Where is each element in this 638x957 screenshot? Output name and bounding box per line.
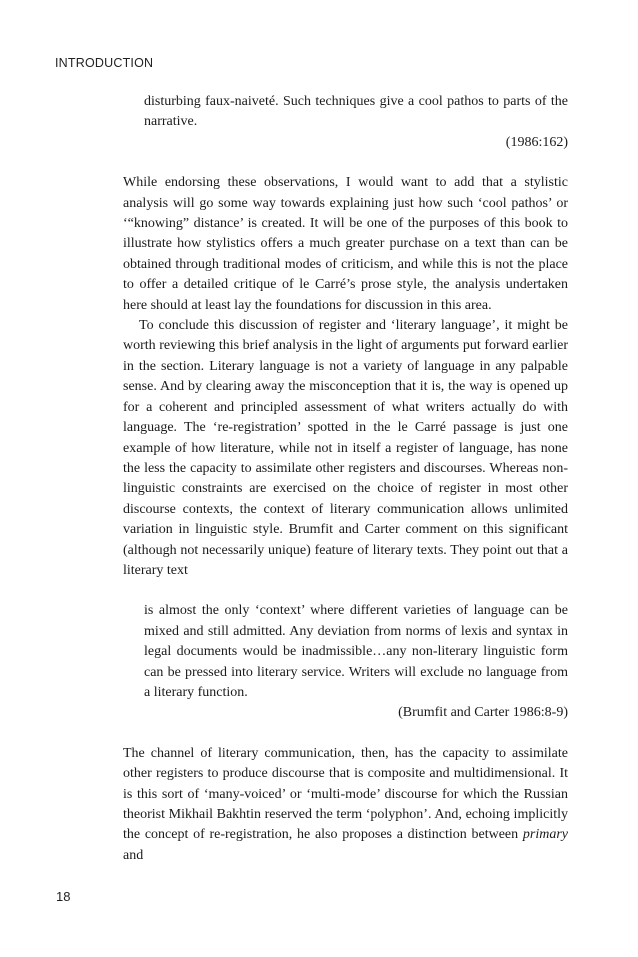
- paragraph-channel-text: The channel of literary communication, then, has the capacity to assimilate other registers to produce discourse that is composite and multidimensional. It is this sort of ‘many-voiced’ or ‘multi-mode’ discourse for which the Russian theorist Mikhail Bakhtin reserved the term ‘polyphon’. And, echoing implicitly the concept of re-registration, he also proposes a distinction between: [123, 745, 568, 843]
- paragraph-conclude: To conclude this discussion of register and ‘literary language’, it might be worth reviewing this brief analysis in the light of arguments put forward earlier in the section. Literary language is not a variety of language in any palpable sense. And by clearing away the misconception that it is, the way is opened up for a coherent and principled assessment of what writers actually do with language. The ‘re-registration’ spotted in the le Carré passage is just one example of how literature, while not in itself a register of language, has none the less the capacity to assimilate other registers and discourses. Whereas non-linguistic constraints are exercised on the choice of register in most other discourse contexts, the context of literary communication allows unlimited variation in linguistic style. Brumfit and Carter comment on this significant (although not necessarily unique) feature of literary texts. They point out that a literary text: [123, 318, 568, 578]
- emphasis-primary: primary: [522, 827, 568, 843]
- block-quote-text: disturbing faux-naiveté. Such techniques give a cool pathos to parts of the narrative.: [144, 94, 568, 130]
- block-quote-citation: (Brumfit and Carter 1986:8-9): [398, 705, 568, 721]
- block-quote-text: is almost the only ‘context’ where different varieties of language can be mixed and still admitted. Any deviation from norms of lexis and syntax in legal documents would be inadmissible…any non-literary linguistic form can be pressed into literary service. Writers will exclude no language from a literary function.: [144, 603, 568, 700]
- spacer: [123, 724, 568, 744]
- spacer: [123, 581, 568, 601]
- paragraph-channel: [123, 744, 568, 866]
- paragraph-channel-end: and: [123, 847, 144, 863]
- running-head: INTRODUCTION: [55, 56, 154, 70]
- block-quote-brumfit-carter: [123, 601, 568, 723]
- page-number: 18: [56, 889, 71, 904]
- body-text: [123, 92, 568, 866]
- spacer: [123, 153, 568, 173]
- block-quote-citation: (1986:162): [505, 134, 568, 150]
- block-quote-le-carre: [123, 92, 568, 153]
- paragraph-endorsing: While endorsing these observations, I would want to add that a stylistic analysis will go some way towards explaining just how such ‘cool pathos’ or ‘“knowing” distance’ is created. It will be one of the purposes of this book to illustrate how stylistics offers a much greater purchase on a text than can be obtained through traditional modes of criticism, and while this is not the place to offer a detailed critique of le Carré’s prose style, the analysis undertaken here should at least lay the foundations for discussion in this area.: [123, 175, 568, 313]
